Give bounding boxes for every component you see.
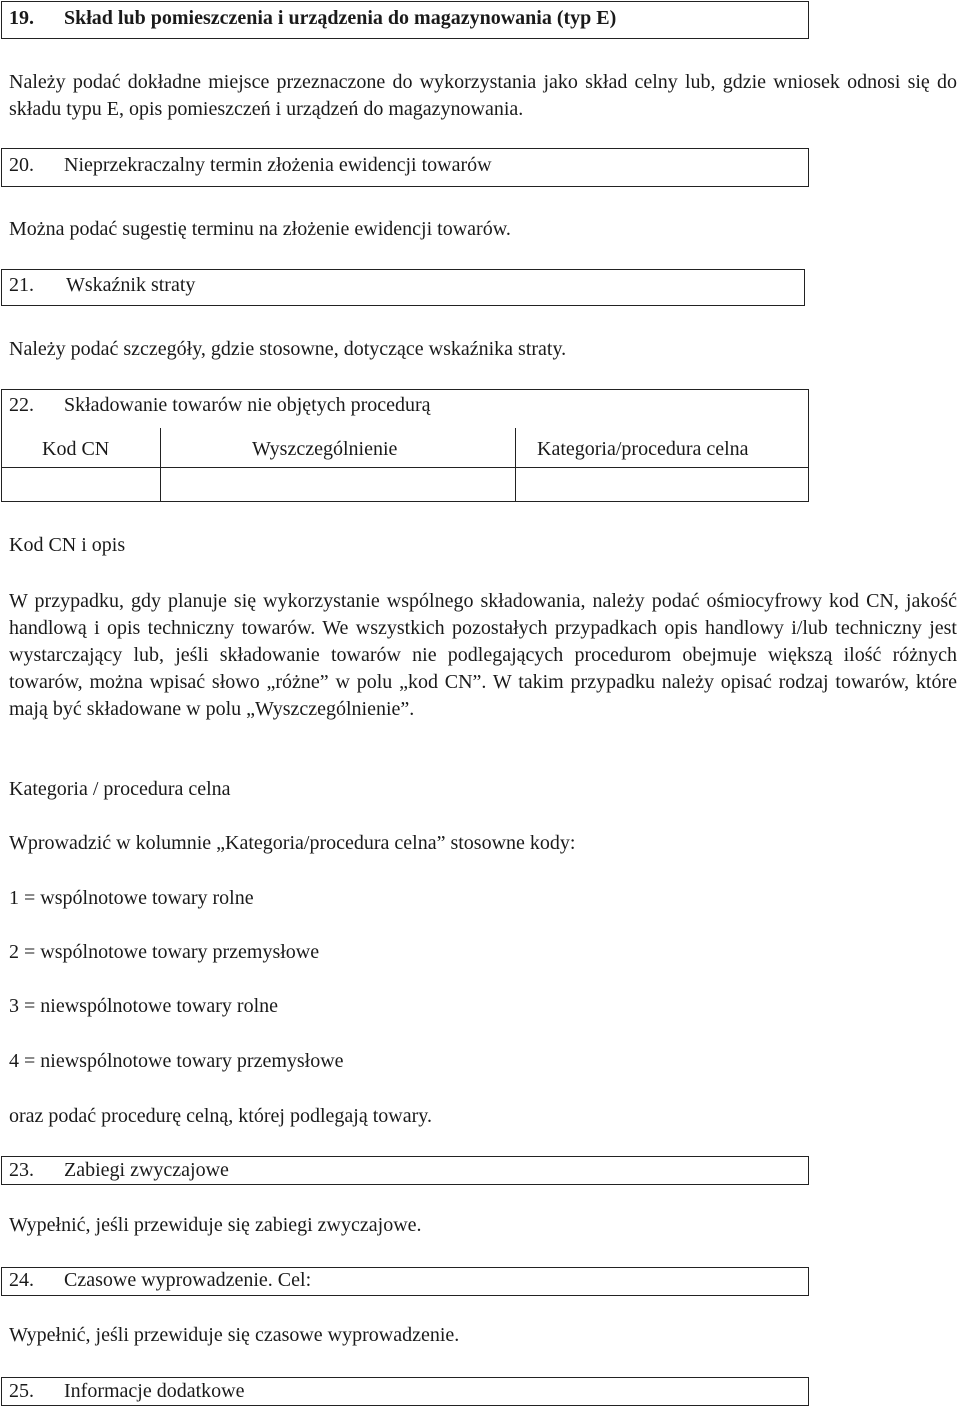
column-header-kategoria: Kategoria/procedura celna	[537, 438, 749, 460]
table-divider	[160, 428, 161, 502]
code-item: 1 = wspólnotowe towary rolne	[9, 887, 254, 909]
section-19-description: Należy podać dokładne miejsce przeznaczone do wykorzystania jako skład celny lub, gdzie wniosek odnosi się do składu typu E, opis pomieszczeń i urządzeń do magazynowania.	[9, 71, 957, 120]
table-divider	[515, 428, 516, 502]
section-21-title: Wskaźnik straty	[66, 274, 196, 296]
section-23-description: Wypełnić, jeśli przewiduje się zabiegi zwyczajowe.	[9, 1214, 422, 1236]
section-19-number: 19.	[9, 7, 34, 29]
section-24-title: Czasowe wyprowadzenie. Cel:	[64, 1269, 312, 1291]
kod-cn-paragraph: W przypadku, gdy planuje się wykorzystanie wspólnego składowania, należy podać ośmiocyfrowy kod CN, jakość handlową i opis techniczny towarów. We wszystkich pozostałych przypadkach opis handlowy i/lub techniczny jest wystarczający lub, jeśli składowanie towarów nie podlegających procedurom obejmuje większą ilość różnych towarów, można wpisać słowo „różne” w polu „kod CN”. W takim przypadku należy opisać rodzaj towarów, które mają być składowane w polu „Wyszczególnienie”.	[9, 590, 957, 720]
section-23-title: Zabiegi zwyczajowe	[64, 1159, 229, 1181]
section-21-description: Należy podać szczegóły, gdzie stosowne, dotyczące wskaźnika straty.	[9, 338, 567, 360]
section-20-description: Można podać sugestię terminu na złożenie ewidencji towarów.	[9, 218, 511, 240]
section-23-number: 23.	[9, 1159, 34, 1181]
section-22-title: Składowanie towarów nie objętych procedurą	[64, 394, 431, 416]
section-20-number: 20.	[9, 154, 34, 176]
section-25-number: 25.	[9, 1380, 34, 1402]
code-item: 3 = niewspólnotowe towary rolne	[9, 995, 279, 1017]
kategoria-outro: oraz podać procedurę celną, której podlegają towary.	[9, 1105, 432, 1127]
code-item: 4 = niewspólnotowe towary przemysłowe	[9, 1050, 344, 1072]
section-19-title: Skład lub pomieszczenia i urządzenia do magazynowania (typ E)	[64, 7, 617, 29]
section-24-description: Wypełnić, jeśli przewiduje się czasowe wyprowadzenie.	[9, 1324, 460, 1346]
section-20-title: Nieprzekraczalny termin złożenia ewidencji towarów	[64, 154, 492, 176]
section-24-number: 24.	[9, 1269, 34, 1291]
kategoria-intro: Wprowadzić w kolumnie „Kategoria/procedura celna” stosowne kody:	[9, 832, 576, 854]
section-22-number: 22.	[9, 394, 34, 416]
kod-cn-heading: Kod CN i opis	[9, 534, 126, 556]
section-25-title: Informacje dodatkowe	[64, 1380, 245, 1402]
table-divider	[1, 467, 809, 468]
kategoria-heading: Kategoria / procedura celna	[9, 778, 231, 800]
column-header-kod-cn: Kod CN	[42, 438, 110, 460]
code-item: 2 = wspólnotowe towary przemysłowe	[9, 941, 320, 963]
section-21-number: 21.	[9, 274, 34, 296]
column-header-wyszczegolnienie: Wyszczególnienie	[252, 438, 398, 460]
